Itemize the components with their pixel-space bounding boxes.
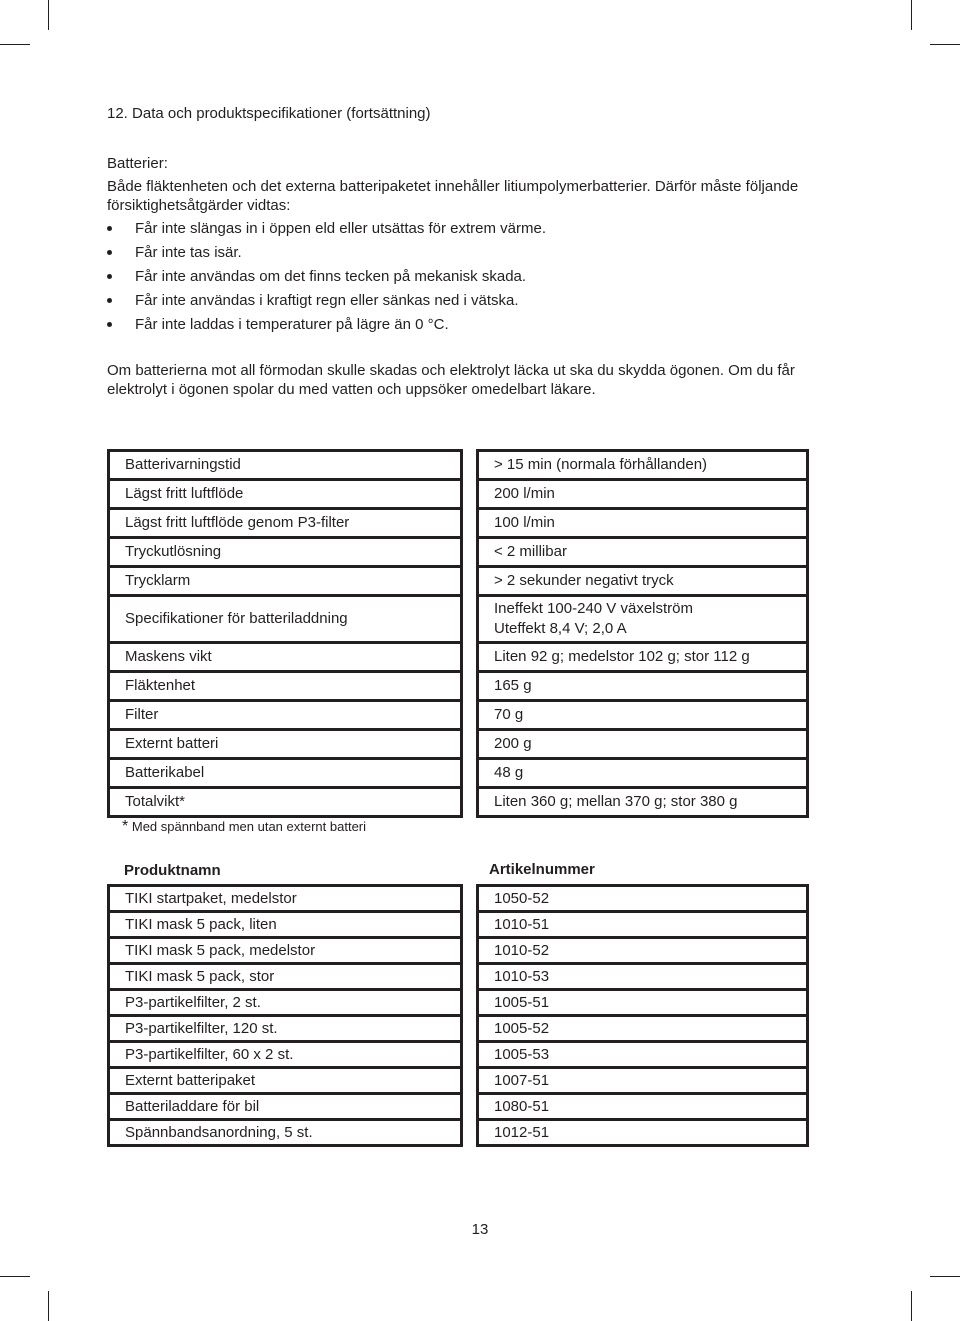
- table-row: Specifikationer för batteriladdning Ineffekt 100-240 V växelström Uteffekt 8,4 V; 2,0 A: [109, 596, 808, 643]
- table-row: Lägst fritt luftflöde genom P3-filter 100 l/min: [109, 509, 808, 538]
- table-row: TIKI mask 5 pack, stor 1010-53: [109, 964, 808, 990]
- batteries-heading: Batterier:: [107, 155, 168, 172]
- table-row: Lägst fritt luftflöde 200 l/min: [109, 480, 808, 509]
- bullet-icon: [107, 298, 112, 303]
- electrolyte-warning: Om batterierna mot all förmodan skulle skadas och elektrolyt läcka ut ska du skydda ögonen. Om du får elektrolyt i ögonen spolar du med vatten och uppsöker omedelbart läkare.: [107, 362, 795, 398]
- table-row: Externt batteri 200 g: [109, 730, 808, 759]
- list-item: Får inte slängas in i öppen eld eller utsättas för extrem värme.: [107, 219, 546, 243]
- crop-mark: [0, 1276, 30, 1277]
- table-row: TIKI mask 5 pack, medelstor 1010-52: [109, 938, 808, 964]
- bullet-icon: [107, 322, 112, 327]
- list-item: Får inte användas i kraftigt regn eller sänkas ned i vätska.: [107, 291, 546, 315]
- article-number-header: Artikelnummer: [489, 861, 595, 878]
- table-row: P3-partikelfilter, 2 st. 1005-51: [109, 990, 808, 1016]
- batteries-intro: Både fläktenheten och det externa batteripaketet innehåller litiumpolymerbatterier. Därför måste följande försiktighetsåtgärder vidtas:: [107, 178, 799, 214]
- battery-precautions-list: [107, 219, 546, 339]
- table-row: Batterivarningstid > 15 min (normala förhållanden): [109, 451, 808, 480]
- crop-mark: [911, 1291, 912, 1321]
- table-row: Trycklarm > 2 sekunder negativt tryck: [109, 567, 808, 596]
- crop-mark: [0, 44, 30, 45]
- table-row: Maskens vikt Liten 92 g; medelstor 102 g; stor 112 g: [109, 643, 808, 672]
- list-item: Får inte användas om det finns tecken på mekanisk skada.: [107, 267, 546, 291]
- table-row: Fläktenhet 165 g: [109, 672, 808, 701]
- footnote: * Med spännband men utan externt batteri: [122, 818, 367, 835]
- table-row: Batteriladdare för bil 1080-51: [109, 1094, 808, 1120]
- table-row: TIKI mask 5 pack, liten 1010-51: [109, 912, 808, 938]
- list-item: Får inte tas isär.: [107, 243, 546, 267]
- section-title: 12. Data och produktspecifikationer (fortsättning): [107, 105, 431, 122]
- product-table: [107, 884, 809, 1147]
- bullet-icon: [107, 226, 112, 231]
- table-row: TIKI startpaket, medelstor 1050-52: [109, 886, 808, 912]
- crop-mark: [930, 1276, 960, 1277]
- table-row: P3-partikelfilter, 60 x 2 st. 1005-53: [109, 1042, 808, 1068]
- table-row: P3-partikelfilter, 120 st. 1005-52: [109, 1016, 808, 1042]
- page-number: 13: [471, 1221, 489, 1238]
- bullet-icon: [107, 274, 112, 279]
- crop-mark: [48, 0, 49, 30]
- table-row: Batterikabel 48 g: [109, 759, 808, 788]
- specifications-table: [107, 449, 809, 818]
- crop-mark: [911, 0, 912, 30]
- table-row: Totalvikt* Liten 360 g; mellan 370 g; stor 380 g: [109, 788, 808, 817]
- product-name-header: Produktnamn: [124, 862, 221, 879]
- crop-mark: [930, 44, 960, 45]
- crop-mark: [48, 1291, 49, 1321]
- table-row: Tryckutlösning < 2 millibar: [109, 538, 808, 567]
- table-row: Filter 70 g: [109, 701, 808, 730]
- table-row: Spännbandsanordning, 5 st. 1012-51: [109, 1120, 808, 1146]
- table-row: Externt batteripaket 1007-51: [109, 1068, 808, 1094]
- bullet-icon: [107, 250, 112, 255]
- list-item: Får inte laddas i temperaturer på lägre än 0 °C.: [107, 315, 546, 339]
